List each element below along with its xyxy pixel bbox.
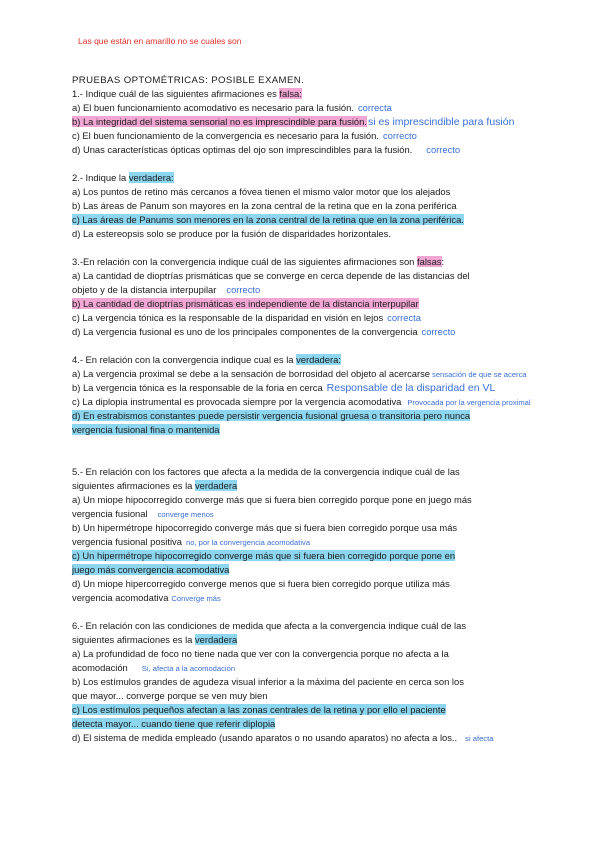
q4-option-d-line2 — [72, 424, 220, 436]
option-text: b) La vergencia tónica es la responsable de la foria en cerca — [72, 382, 323, 393]
option-text: vergencia fusional positiva — [72, 536, 182, 547]
question-2-stem — [72, 172, 174, 184]
annotation: converge menos — [157, 510, 214, 519]
q4-option-d-line1 — [72, 410, 470, 422]
q5-option-b-line2 — [72, 536, 310, 549]
option-text: d) Unas características ópticas optimas del ojo son imprescindibles para la fusión. — [72, 144, 413, 155]
annotation: Converge más — [171, 594, 221, 603]
question-4-stem — [72, 354, 341, 366]
q4-option-a — [72, 368, 527, 381]
q5-option-a-line1: a) Un miope hipocorregido converge más que si fuera bien corregido porque pone en juego más — [72, 494, 472, 505]
option-text: juego más convergencia acomodativa — [72, 564, 230, 575]
annotation: correcto — [226, 284, 261, 295]
option-text: d) En estrabismos constantes puede persistir vergencia fusional gruesa o transitoria pero nunca — [72, 410, 471, 421]
stem-text: 1.- Indique cuál de las siguientes afirmaciones es — [72, 88, 280, 99]
q5-option-d-line1: d) Un miope hipercorregido converge menos que si fuera bien corregido porque utiliza más — [72, 578, 450, 589]
option-text: d) El sistema de medida empleado (usando aparatos o no usando aparatos) no afecta a los.. — [72, 732, 458, 743]
q2-option-c — [72, 214, 464, 226]
q5-option-c-line2 — [72, 564, 229, 576]
annotation: Responsable de la disparidad en VL — [326, 382, 496, 394]
question-3-stem — [72, 256, 444, 268]
option-text: b) La cantidad de dioptrías prismáticas es independiente de la distancia interpupilar — [72, 298, 419, 309]
highlight-verdadera: verdadera — [194, 634, 238, 645]
option-text: c) El buen funcionamiento de la convergencia es necesario para la fusión. — [72, 130, 379, 141]
stem-text: 4.- En relación con la convergencia indique cual es la — [72, 354, 297, 365]
annotation: Provocada por la vergencia proximal — [407, 398, 531, 407]
highlight-verdadera: verdadera: — [296, 354, 341, 365]
q3-option-a-line1: a) La cantidad de dioptrías prismáticas que se converge en cerca depende de las distancias del — [72, 270, 470, 281]
handwritten-note: Las que están en amarillo no se cuales son — [78, 36, 242, 46]
option-text: vergencia fusional — [72, 508, 148, 519]
annotation: Si, afecta a la acomodación — [141, 664, 236, 673]
page-title: PRUEBAS OPTOMÉTRICAS: POSIBLE EXAMEN. — [72, 75, 305, 86]
option-text: c) Los estímulos pequeños afectan a las zonas centrales de la retina y por ello el paciente — [72, 704, 446, 715]
q4-option-b — [72, 382, 495, 394]
question-5-stem-line2 — [72, 480, 237, 492]
q1-option-c — [72, 130, 417, 142]
annotation: si es imprescindible para fusión — [367, 116, 515, 128]
q6-option-a-line2 — [72, 662, 235, 675]
q3-option-a-line2 — [72, 284, 260, 296]
q1-option-d — [72, 144, 460, 156]
q5-option-d-line2 — [72, 592, 221, 605]
question-6-stem-line1: 6.- En relación con las condiciones de medida que afecta a la convergencia indique cuál de las — [72, 620, 467, 631]
question-1-stem — [72, 88, 302, 100]
q6-option-c-line2 — [72, 718, 275, 730]
q6-option-b-line1: b) Los estímulos grandes de agudeza visual inferior a la máxima del paciente en cerca son los — [72, 676, 464, 687]
option-text: objeto y de la distancia interpupilar — [72, 284, 217, 295]
q3-option-d — [72, 326, 455, 338]
q2-option-d: d) La estereopsis solo se produce por la fusión de disparidades horizontales. — [72, 228, 391, 239]
stem-text: siguientes afirmaciones es la — [72, 634, 195, 645]
option-text: c) Las áreas de Panums son menores en la zona central de la retina que en la zona periférica. — [72, 214, 464, 225]
option-text: d) La vergencia fusional es uno de los principales componentes de la convergencia — [72, 326, 418, 337]
annotation: correcta — [357, 102, 392, 113]
question-6-stem-line2 — [72, 634, 237, 646]
stem-text: 3.-En relación con la convergencia indique cuál de las siguientes afirmaciones son — [72, 256, 417, 267]
option-text: a) La vergencia proximal se debe a la sensación de borrosidad del objeto al acercarse — [72, 368, 431, 379]
question-5-stem-line1: 5.- En relación con los factores que afecta a la medida de la convergencia indique cuál de las — [72, 466, 460, 477]
option-text: c) Un hipermétrope hipocorregido converge más que si fuera bien corregido porque pone en — [72, 550, 456, 561]
annotation: no, por la convergencia acomodativa — [185, 538, 311, 547]
q5-option-b-line1: b) Un hipermétrope hipocorregido converge más que si fuera bien corregido porque usa más — [72, 522, 458, 533]
q4-option-c — [72, 396, 531, 409]
q5-option-a-line2 — [72, 508, 214, 521]
q1-option-a — [72, 102, 392, 114]
q3-option-c — [72, 312, 421, 324]
annotation: correcta — [387, 312, 422, 323]
annotation: sensación de que se acerca — [432, 370, 527, 379]
annotation: si afecta — [465, 734, 494, 743]
option-text: vergencia acomodativa — [72, 592, 169, 603]
stem-text: siguientes afirmaciones es la — [72, 480, 195, 491]
q2-option-a: a) Los puntos de retino más cercanos a fóvea tienen el mismo valor motor que los alejados — [72, 186, 451, 197]
highlight-falsas: falsas — [417, 256, 442, 267]
annotation: correcto — [426, 144, 461, 155]
q5-option-c-line1 — [72, 550, 455, 562]
option-text: detecta mayor... cuando tiene que referir diplopia — [72, 718, 276, 729]
q1-option-b — [72, 116, 514, 128]
q6-option-c-line1 — [72, 704, 446, 716]
annotation: correcto — [382, 130, 417, 141]
annotation: correcto — [421, 326, 456, 337]
stem-text: 2.- Indique la — [72, 172, 129, 183]
q6-option-b-line2: que mayor... converge porque se ven muy bien — [72, 690, 268, 701]
highlight-verdadera: verdadera: — [128, 172, 174, 183]
option-text: c) La diplopia instrumental es provocada siempre por la vergencia acomodativa — [72, 396, 402, 407]
stem-text-end: : — [441, 256, 445, 267]
q6-option-a-line1: a) La profundidad de foco no tiene nada que ver con la convergencia porque no afecta a la — [72, 648, 449, 659]
option-text: acomodación — [72, 662, 128, 673]
option-text: vergencia fusional fina o mantenida — [72, 424, 220, 435]
q3-option-b — [72, 298, 419, 310]
highlight-falsa: falsa: — [279, 88, 302, 99]
highlight-verdadera: verdadera — [194, 480, 238, 491]
q2-option-b: b) Las áreas de Panum son mayores en la zona central de la retina que en la zona periférica — [72, 200, 457, 211]
option-text: a) El buen funcionamiento acomodativo es necesario para la fusión. — [72, 102, 354, 113]
option-text: b) La integridad del sistema sensorial no es imprescindible para fusión. — [72, 116, 367, 127]
option-text: c) La vergencia tónica es la responsable de la disparidad en visión en lejos — [72, 312, 384, 323]
q6-option-d — [72, 732, 493, 745]
